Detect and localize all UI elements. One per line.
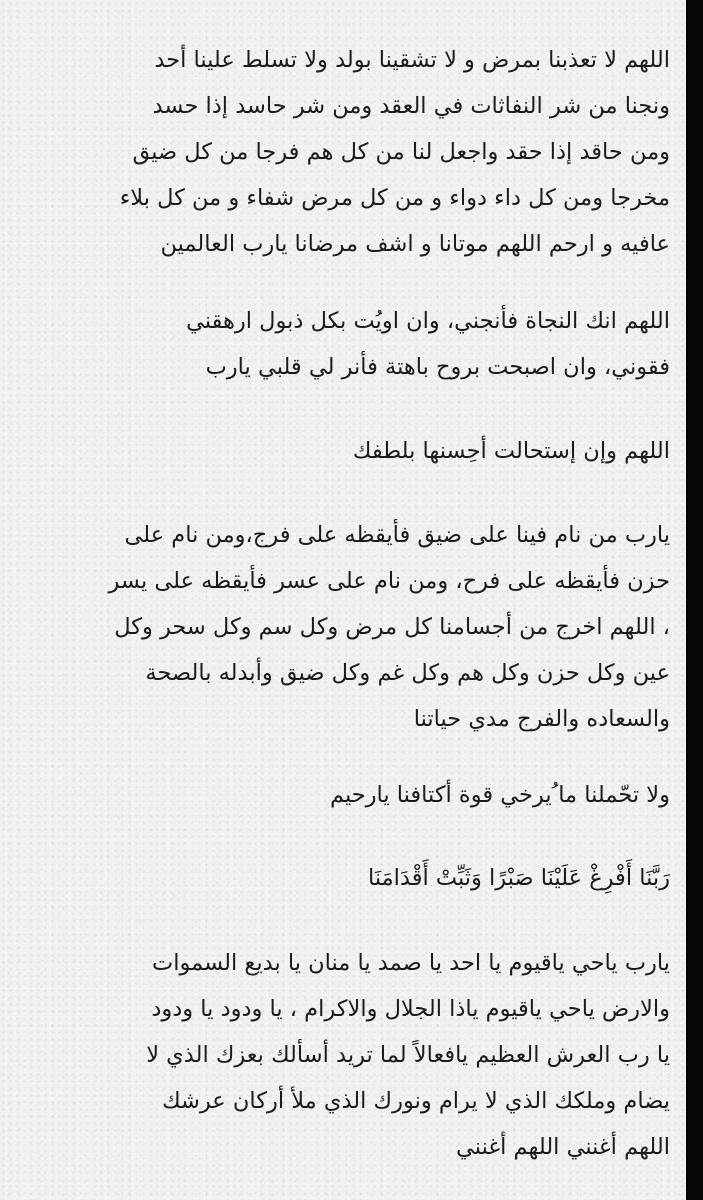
text-line: فقوني، وان اصبحت بروح باهتة فأنر لي قلبي يارب	[205, 354, 670, 380]
prayer-paragraph-5	[58, 772, 670, 818]
text-line: اللهم انك النجاة فأنجني، وان اويُت بكل ذبول ارهقني	[186, 308, 670, 334]
text-line: والارض ياحي ياقيوم ياذا الجلال والاكرام ، يا ودود يا ودود	[151, 996, 670, 1022]
text-line: والسعاده والفرج مدي حياتنا	[413, 706, 670, 732]
text-line: ومن حاقد إذا حقد واجعل لنا من كل هم فرجا من كل ضيق	[132, 139, 670, 165]
text-line: ولا تحّملنا ما ُيرخي قوة أكتافنا يارحيم	[329, 782, 670, 808]
prayer-paragraph-3	[58, 428, 670, 474]
text-line: يارب ياحي ياقيوم يا احد يا صمد يا منان يا بديع السموات	[152, 950, 670, 976]
text-line: اللهم أغنني اللهم أغنني	[456, 1134, 670, 1160]
text-line: رَبَّنَا أَفْرِغْ عَلَيْنَا صَبْرًا وَثَبِّتْ أَقْدَامَنَا	[367, 865, 670, 891]
prayer-paragraph-2	[58, 298, 670, 390]
text-line: عين وكل حزن وكل هم وكل غم وكل ضيق وأبدله بالصحة	[145, 660, 670, 686]
text-line: اللهم لا تعذبنا بمرض و لا تشقينا بولد ولا تسلط علينا أحد	[154, 47, 670, 73]
text-line: حزن فأيقظه على فرح، ومن نام على عسر فأيقظه على يسر	[108, 568, 670, 594]
text-line: عافيه و ارحم اللهم موتانا و اشف مرضانا يارب العالمين	[160, 231, 670, 257]
scrollbar[interactable]	[686, 0, 703, 1200]
quran-verse	[58, 855, 670, 901]
prayer-paragraph-7	[58, 940, 670, 1170]
text-line: ونجنا من شر النفاثات في العقد ومن شر حاسد إذا حسد	[152, 93, 670, 119]
text-line: ، اللهم اخرج من أجسامنا كل مرض وكل سم وكل سحر وكل	[114, 614, 670, 640]
text-line: يا رب العرش العظيم يافعالاً لما تريد أسألك بعزك الذي لا	[146, 1042, 670, 1068]
text-line: يضام وملكك الذي لا يرام ونورك الذي ملأ أركان عرشك	[162, 1088, 670, 1114]
prayer-paragraph-4	[58, 512, 670, 742]
text-line: يارب من نام فينا على ضيق فأيقظه على فرج،ومن نام على	[124, 522, 670, 548]
prayer-paragraph-1	[58, 37, 670, 267]
text-line: مخرجا ومن كل داء دواء و من كل مرض شفاء و من كل بلاء	[119, 185, 670, 211]
text-line: اللهم وإن إستحالت أحِسنها بلطفك	[352, 438, 670, 464]
